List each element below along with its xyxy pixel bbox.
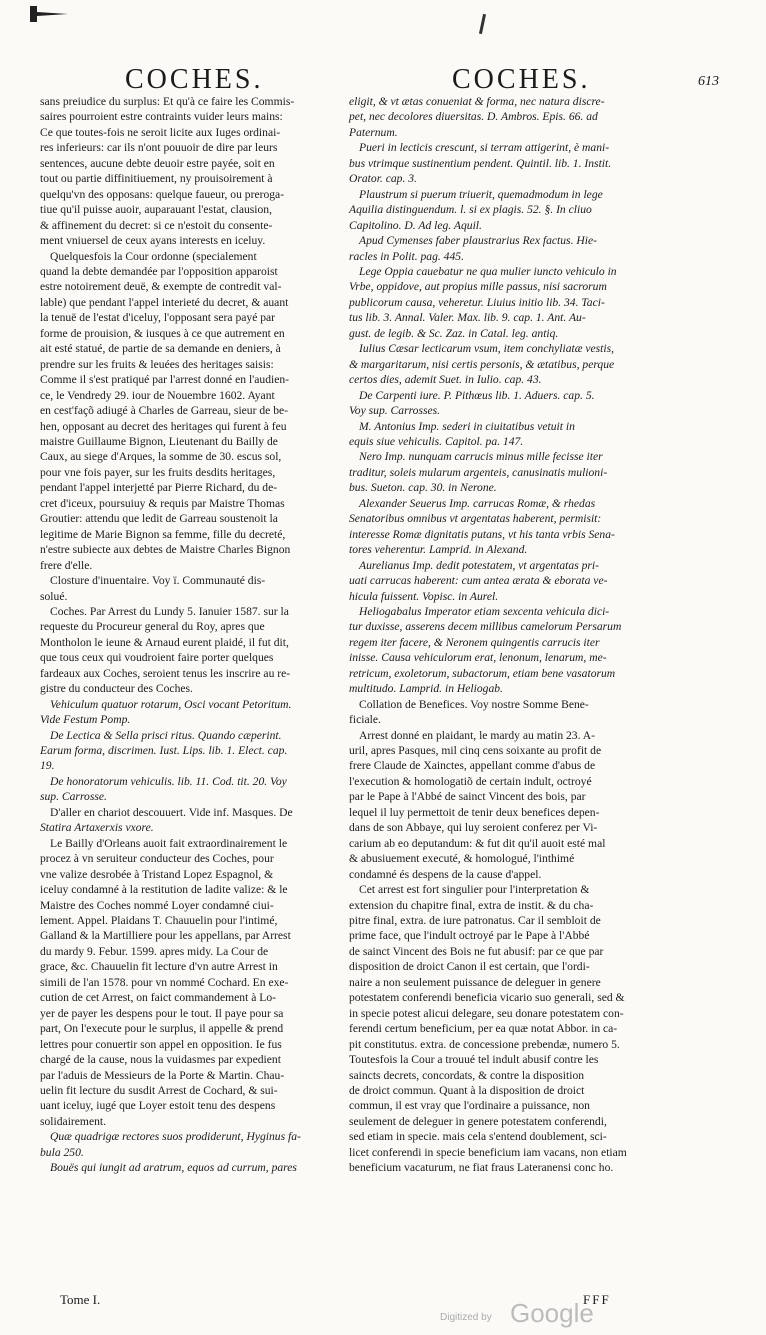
text-line: condamné és despens de la cause d'appel.	[349, 867, 542, 881]
text-line: pitre final, extra. de iure patronatus. Car il sembloit de	[349, 914, 601, 928]
text-line: vne valize desrobée à Tristand Lopez Espagnol, &	[40, 867, 274, 881]
signature-mark: FFF	[583, 1292, 611, 1307]
text-line: Lege Oppia cauebatur ne qua mulier iuncto vehiculo in	[359, 264, 617, 278]
text-line: Iulius Cæsar lecticarum vsum, item conchyliatæ vestis,	[359, 342, 615, 356]
text-line: retricum, exoletorum, subactorum, etiam bene vasatorum	[349, 666, 616, 680]
text-line: & abusiuement executé, & homologué, l'inthimé	[349, 852, 575, 866]
text-line: sentences, aucune debte deuoir estre payée, soit en	[40, 156, 275, 170]
text-line: Cet arrest est fort singulier pour l'interpretation &	[359, 883, 590, 897]
text-line: forme de prouision, & iusques à ce que autrement en	[40, 326, 285, 340]
text-line: ait esté statué, de partie de sa demande en deniers, à	[40, 342, 281, 356]
text-line: ferendi certum beneficium, per ea quæ notat Abbor. in ca-	[349, 1022, 618, 1036]
text-line: bus. Sueton. cap. 30. in Nerone.	[349, 481, 497, 495]
text-line: Heliogabalus Imperator etiam sexcenta vehicula dici-	[359, 604, 610, 618]
text-line: saincts decrets, concordats, & contre la disposition	[349, 1068, 585, 1082]
text-line: Senatoribus omnibus vt argentatas haberent, permisit:	[349, 512, 602, 526]
text-line: solué.	[40, 589, 68, 603]
text-line: iceluy condamné à la restitution de ladite valize: & le	[40, 883, 288, 897]
text-line: gust. de legib. & Sc. Zaz. in Catal. leg. antiq.	[349, 326, 559, 340]
text-line: sans preiudice du surplus: Et qu'à ce faire les Commis-	[40, 95, 295, 108]
text-line: hicula fuissent. Vopisc. in Aurel.	[349, 589, 499, 603]
page-number: 613	[698, 74, 719, 89]
text-line: tout ou partie diffinitiuement, ny prouisoirement à	[40, 172, 273, 186]
text-line: Vehiculum quatuor rotarum, Osci vocant Petoritum.	[50, 697, 292, 711]
text-line: regem iter facere, & Neronem quingentis carrucis iter	[349, 635, 600, 649]
text-line: De Carpenti iure. P. Pithœus lib. 1. Aduers. cap. 5.	[359, 388, 595, 402]
text-line: traditur, soleis mularum argenteis, canusinatis mulioni-	[349, 465, 608, 479]
text-line: equis siue vehiculis. Capitol. pa. 147.	[349, 434, 524, 448]
text-line: Arrest donné en plaidant, le mardy au matin 23. A-	[359, 728, 595, 742]
text-line: Vrbe, oppidove, aut propius mille passus, nisi sacrorum	[349, 280, 607, 294]
text-line: n'estre subiecte aux debtes de Maistre Charles Bignon	[40, 543, 291, 557]
text-line: en cest'façõ adiugé à Charles de Garreau, sieur de be-	[40, 404, 289, 418]
text-line: simili de l'an 1578. pour vn nommé Cochard. En exe-	[40, 975, 289, 989]
text-line: Maistre des Coches nommé Loyer condamné ciui-	[40, 898, 274, 912]
text-line: Orator. cap. 3.	[349, 172, 417, 186]
stray-mark-icon	[479, 14, 486, 34]
text-line: Aquilia distinguendum. l. si ex plagis. 52. §. In cliuo	[349, 203, 592, 217]
text-line: uelin fit lecture du susdit Arrest de Cochard, & sui-	[40, 1084, 278, 1097]
text-line: in specie potest alicui delegare, seu donare potestatem con-	[349, 1006, 624, 1020]
text-line: ficiale.	[349, 713, 381, 727]
text-line: pit constitutus. extra. de concessione prebendæ, numero 5.	[349, 1037, 620, 1051]
text-line: prime face, que l'indult octroyé par le Pape à l'Abbé	[349, 929, 590, 943]
text-line: frere Claude de Xainctes, appellant comme d'abus de	[349, 759, 596, 773]
text-line: estre notoirement deuë, & exempte de contredit val-	[40, 280, 282, 294]
text-line: Groutier: attendu que ledit de Garreau soustenoit la	[40, 512, 278, 526]
text-line: extension du chapitre final, extra de instit. & du cha-	[349, 898, 594, 912]
text-line: quand la debte demandée par l'opposition apparoist	[40, 264, 278, 278]
text-line: legitime de Marie Bignon sa femme, fille du decreté,	[40, 527, 286, 541]
text-line: fardeaux aux Coches, seroient tenus les inscrire au re-	[40, 666, 291, 680]
text-line: seulement de deleguer in genere potestatem conferendi,	[349, 1114, 607, 1128]
text-line: certos dies, ademit Suet. in Iulio. cap. 43.	[349, 373, 542, 387]
text-line: lable) que pendant l'appel interieté du decret, & auant	[40, 295, 289, 309]
text-line: Closture d'inuentaire. Voy ï. Communauté dis-	[50, 574, 266, 588]
text-line: Apud Cymenses faber plaustrarius Rex factus. Hie-	[359, 234, 597, 248]
watermark-prefix: Digitized by	[440, 1312, 492, 1323]
text-line: Quæ quadrigæ rectores suos prodiderunt, Hyginus fa-	[50, 1130, 301, 1144]
text-line: uati carrucas haberent: cum antea ærata & eborata ve-	[349, 574, 608, 588]
corner-mark-icon	[28, 6, 70, 22]
text-line: pour vne fois payer, sur les fruits desdits heritages,	[40, 465, 276, 479]
text-line: tur duxisse, asserens decem millibus camelorum Persarum	[349, 620, 622, 634]
text-line: uril, apres Pasques, mil cinq cens soixante au profit de	[349, 744, 602, 758]
text-line: publicorum causa, veheretur. Liuius initio lib. 34. Taci-	[349, 295, 605, 309]
text-line: cret d'iceux, poursuiuy & requis par Maistre Thomas	[40, 496, 285, 510]
text-line: Statira Artaxerxis vxore.	[40, 821, 154, 835]
text-line: Coches. Par Arrest du Lundy 5. Ianuier 1587. sur la	[50, 604, 289, 618]
text-line: par le Pape à l'Abbé de sainct Vincent des bois, par	[349, 790, 586, 804]
text-line: Quelquesfois la Cour ordonne (specialement	[50, 249, 257, 263]
text-line: Paternum.	[349, 125, 398, 139]
text-line: de droict commun. Quant à la disposition de droict	[349, 1084, 585, 1097]
text-line: bula 250.	[40, 1145, 84, 1159]
text-line: gistre du conducteur des Coches.	[40, 682, 193, 696]
text-line: prendre sur les fruits & leuées des heritages saisis:	[40, 357, 274, 371]
text-line: ce, le Vendredy 29. iour de Nouembre 1602. Ayant	[40, 388, 275, 402]
text-line: De honoratorum vehiculis. lib. 11. Cod. tit. 20. Voy	[50, 774, 287, 788]
right-column	[349, 94, 712, 1176]
text-line: Nero Imp. nunquam carrucis minus mille fecisse iter	[359, 450, 603, 464]
text-line: & margaritarum, nisi certis personis, & ætatibus, perque	[349, 357, 615, 371]
text-line: bus vtrimque sustinentium pendent. Quintil. lib. 1. Instit.	[349, 156, 612, 170]
text-line: lettres pour conuertir son appel en opposition. Ie fus	[40, 1037, 282, 1051]
text-line: ment vniuersel de ceux ayans interests en iceluy.	[40, 234, 266, 248]
text-line: Alexander Seuerus Imp. carrucas Romæ, & rhedas	[359, 496, 596, 510]
text-line: de sainct Vincent des Bois ne fut abusif: par ce que par	[349, 944, 604, 958]
text-line: Galland & la Martilliere pour les appellans, par Arrest	[40, 929, 291, 943]
text-line: potestatem conferendi beneficia vicario suo generali, sed &	[349, 991, 625, 1005]
running-head-left: COCHES.	[125, 64, 264, 95]
text-line: interesse Romæ dignitatis putans, vt his tanta vrbis Sena-	[349, 527, 615, 541]
text-line: Aurelianus Imp. dedit potestatem, vt argentatas pri-	[359, 558, 600, 572]
text-line: tiue qu'il puisse auoir, auparauant l'estat, clausion,	[40, 203, 272, 217]
text-line: Capitolino. D. Ad leg. Aquil.	[349, 218, 482, 232]
text-line: yer de payer les despens pour le tout. Il paye pour sa	[40, 1006, 284, 1020]
text-line: lement. Appel. Plaidans T. Chauuelin pour l'intimé,	[40, 914, 278, 928]
text-line: frere d'elle.	[40, 558, 93, 572]
text-line: uant iceluy, iugé que Loyer estoit tenu des despens	[40, 1099, 276, 1113]
text-line: Bouës qui iungit ad aratrum, equos ad currum, pares	[50, 1161, 297, 1175]
text-line: maistre Guillaume Bignon, Lieutenant du Bailly de	[40, 434, 278, 448]
text-line: hen, opposant au decret des heritages qui furent à feu	[40, 419, 287, 433]
text-line: du mardy 9. Febur. 1599. apres midy. La Cour de	[40, 944, 269, 958]
text-line: licet conferendi in specie beneficium iam vacans, non etiam	[349, 1145, 627, 1159]
text-line: pet, nec decolores diuersitas. D. Ambros. Epis. 66. ad	[349, 110, 598, 124]
text-line: Montholon le ieune & Arnaud eurent plaidé, il fut dit,	[40, 635, 289, 649]
text-line: inisse. Causa vehiculorum erat, lenonum, lenarum, me-	[349, 651, 607, 665]
text-line: commun, il est vray que l'ordinaire a puissance, non	[349, 1099, 590, 1113]
volume-label: Tome I.	[60, 1292, 101, 1307]
text-line: Ce que toutes-fois ne seroit licite aux Iuges ordinai-	[40, 125, 281, 139]
text-line: M. Antonius Imp. sederi in ciuitatibus vetuit in	[359, 419, 575, 433]
text-line: tus lib. 3. Annal. Valer. Max. lib. 9. cap. 1. Ant. Au-	[349, 311, 586, 325]
text-line: Toutesfois la Cour a trouué tel indult abusif contre les	[349, 1053, 599, 1067]
text-line: Le Bailly d'Orleans auoit fait extraordinairement le	[50, 836, 288, 850]
text-line: multitudo. Lamprid. in Heliogab.	[349, 682, 503, 696]
text-line: D'aller en chariot descouuert. Vide inf. Masques. De	[50, 805, 293, 819]
text-line: tores veherentur. Lamprid. in Alexand.	[349, 543, 528, 557]
running-head-right: COCHES.	[452, 64, 591, 95]
text-line: l'execution & homologatiõ de certain indult, octroyé	[349, 774, 592, 788]
text-line: Plaustrum si puerum triuerit, quemadmodum in lege	[359, 187, 603, 201]
google-logo: Google	[510, 1298, 594, 1328]
text-line: la tenuë de l'estat d'iceluy, l'opposant sera payé par	[40, 311, 276, 325]
text-line: naire a non seulement puissance de deleguer in genere	[349, 975, 601, 989]
google-watermark	[440, 1300, 620, 1330]
text-line: Vide Festum Pomp.	[40, 713, 131, 727]
text-line: que tous ceux qui voudroient faire porter quelques	[40, 651, 274, 665]
text-line: Earum forma, discrimen. Iust. Lips. lib. 1. Elect. cap.	[40, 744, 288, 758]
text-line: pendant l'appel interjetté par Pierre Richard, du de-	[40, 481, 278, 495]
text-line: Collation de Benefices. Voy nostre Somme Bene-	[359, 697, 589, 711]
text-line: cution de cet Arrest, on faict commandement à Lo-	[40, 991, 276, 1005]
text-line: saires pourroient estre contraints vuider leurs mains:	[40, 110, 283, 124]
left-column	[40, 94, 380, 1176]
text-line: carium ab eo deputandum: & fut dit qu'il auoit esté mal	[349, 836, 606, 850]
text-line: Caux, au siege d'Arques, la somme de 30. escus sol,	[40, 450, 282, 464]
text-line: Voy sup. Carrosses.	[349, 404, 441, 418]
text-line: De Lectica & Sella prisci ritus. Quando cæperint.	[50, 728, 282, 742]
text-line: Pueri in lecticis crescunt, si terram attigerint, è mani-	[359, 141, 610, 155]
text-line: & affinement du decret: si ce n'estoit du consente-	[40, 218, 273, 232]
text-line: res inferieurs: car ils n'ont pouuoir de dire par leurs	[40, 141, 278, 155]
text-line: part, On l'execute pour le surplus, il appelle & prend	[40, 1022, 284, 1036]
text-line: quelqu'vn des opposans: quelque faueur, ou preroga-	[40, 187, 285, 201]
text-line: sed etiam in specie. mais cela s'entend doublement, sci-	[349, 1130, 607, 1144]
text-line: sup. Carrosse.	[40, 790, 107, 804]
text-line: chargé de la cause, nous la vuidasmes par expedient	[40, 1053, 281, 1067]
text-line: lequel il luy permettoit de tenir deux benefices depen-	[349, 805, 600, 819]
text-line: eligit, & vt ætas conueniat & forma, nec natura discre-	[349, 95, 605, 108]
text-line: Comme il s'est pratiqué par l'arrest donné en l'audien-	[40, 373, 290, 387]
text-line: par l'aduis de Messieurs de la Porte & Martin. Chau-	[40, 1068, 285, 1082]
text-line: 19.	[40, 759, 55, 773]
text-line: grace, &c. Chauuelin fit lecture d'vn autre Arrest in	[40, 960, 278, 974]
text-line: disposition de droict Canon il est certain, que l'ordi-	[349, 960, 590, 974]
text-line: requeste du Procureur general du Roy, apres que	[40, 620, 265, 634]
text-line: dans de son Abbaye, qui luy seroient conferez per Vi-	[349, 821, 598, 835]
text-line: racles in Polit. pag. 445.	[349, 249, 464, 263]
text-line: procez à vn seruiteur conducteur des Coches, pour	[40, 852, 274, 866]
text-line: solidairement.	[40, 1114, 107, 1128]
text-line: beneficium vacaturum, ne fiat fraus Lateranensi conc ho.	[349, 1161, 614, 1175]
